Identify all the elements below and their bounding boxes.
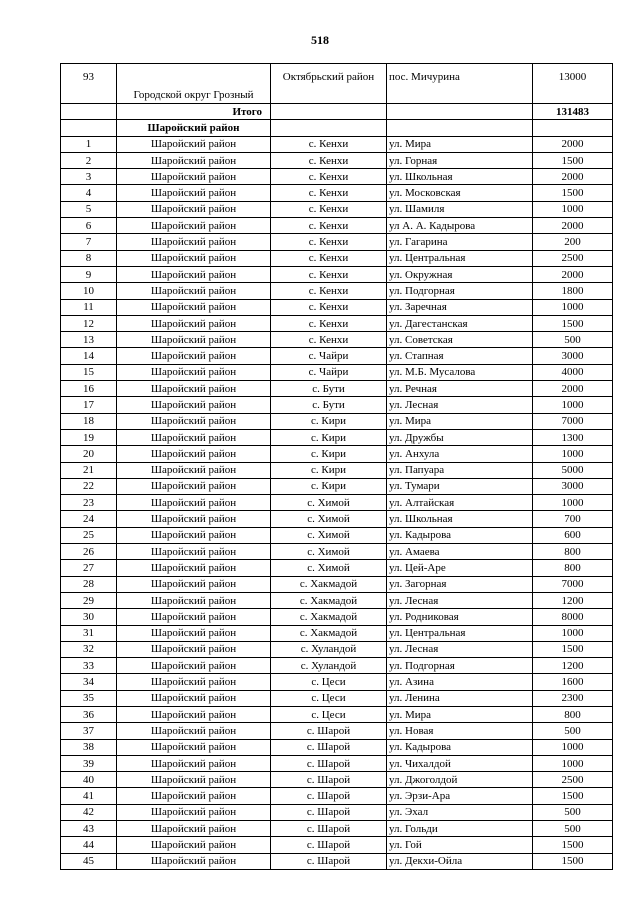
row-number: 15 (61, 364, 117, 380)
district-cell: Шаройский район (117, 462, 271, 478)
street-cell: ул. Подгорная (387, 658, 533, 674)
row-number: 43 (61, 821, 117, 837)
locality-cell: с. Кири (271, 446, 387, 462)
table-row (61, 706, 613, 722)
district-cell: Шаройский район (117, 348, 271, 364)
table-row (61, 136, 613, 152)
table-row (61, 462, 613, 478)
table-row (61, 218, 613, 234)
value-cell: 500 (533, 821, 613, 837)
street-cell: ул. Алтайская (387, 495, 533, 511)
district-cell: Шаройский район (117, 429, 271, 445)
locality-cell: с. Кири (271, 478, 387, 494)
district-cell: Шаройский район (117, 299, 271, 315)
row-number: 32 (61, 641, 117, 657)
row-number: 6 (61, 218, 117, 234)
value-cell: 1300 (533, 429, 613, 445)
value-cell: 500 (533, 723, 613, 739)
district-cell: Шаройский район (117, 755, 271, 771)
table-row (61, 185, 613, 201)
street-cell: ул. Амаева (387, 544, 533, 560)
district-cell: Шаройский район (117, 201, 271, 217)
value-cell: 1000 (533, 755, 613, 771)
value-cell: 1200 (533, 592, 613, 608)
street-cell: ул. Папуара (387, 462, 533, 478)
street-cell: ул. Шамиля (387, 201, 533, 217)
row-number: 20 (61, 446, 117, 462)
street-cell: ул. Азина (387, 674, 533, 690)
table-row (61, 592, 613, 608)
value-cell: 2000 (533, 136, 613, 152)
locality-cell: с. Кенхи (271, 299, 387, 315)
district-cell: Шаройский район (117, 706, 271, 722)
street-cell: ул. Центральная (387, 250, 533, 266)
street-cell: ул. Цей-Аре (387, 560, 533, 576)
value-cell: 1000 (533, 625, 613, 641)
district-cell: Шаройский район (117, 804, 271, 820)
table-row (61, 674, 613, 690)
row-number: 8 (61, 250, 117, 266)
street-cell: ул. Центральная (387, 625, 533, 641)
table-row (61, 299, 613, 315)
row-number: 18 (61, 413, 117, 429)
street-cell: ул. Ленина (387, 690, 533, 706)
table-row (61, 381, 613, 397)
street-cell: ул. Окружная (387, 266, 533, 282)
street-cell: ул. Лесная (387, 397, 533, 413)
district-cell: Шаройский район (117, 723, 271, 739)
street-cell: ул. Эрзи-Ара (387, 788, 533, 804)
row-number: 10 (61, 283, 117, 299)
value-cell: 1500 (533, 788, 613, 804)
locality-cell: с. Химой (271, 495, 387, 511)
district-cell: Шаройский район (117, 495, 271, 511)
district-cell: Шаройский район (117, 821, 271, 837)
row-number: 37 (61, 723, 117, 739)
total-label: Итого (117, 104, 271, 120)
value-cell: 1200 (533, 658, 613, 674)
row-number: 30 (61, 609, 117, 625)
street-cell: ул. Мира (387, 413, 533, 429)
table-row (61, 201, 613, 217)
locality-cell: с. Кири (271, 462, 387, 478)
district-cell: Шаройский район (117, 397, 271, 413)
locality-cell: с. Хакмадой (271, 576, 387, 592)
value-cell: 2000 (533, 381, 613, 397)
locality-cell: с. Кенхи (271, 201, 387, 217)
row-number: 1 (61, 136, 117, 152)
district-cell: Шаройский район (117, 625, 271, 641)
table-row (61, 495, 613, 511)
value-cell: 800 (533, 706, 613, 722)
locality-cell: с. Кенхи (271, 185, 387, 201)
street-cell: ул. Мира (387, 136, 533, 152)
value-cell: 2500 (533, 772, 613, 788)
locality-cell: с. Цеси (271, 690, 387, 706)
locality-cell: с. Кенхи (271, 169, 387, 185)
district-cell: Шаройский район (117, 266, 271, 282)
table-row-grozny (61, 64, 613, 104)
table-row (61, 348, 613, 364)
row-number: 36 (61, 706, 117, 722)
value-cell: 800 (533, 544, 613, 560)
row-number: 22 (61, 478, 117, 494)
value-cell: 1000 (533, 201, 613, 217)
locality-cell: с. Кенхи (271, 234, 387, 250)
row-number: 44 (61, 837, 117, 853)
table-row (61, 560, 613, 576)
street-cell: ул. Лесная (387, 592, 533, 608)
table-row (61, 364, 613, 380)
row-number: 14 (61, 348, 117, 364)
value-cell: 1000 (533, 397, 613, 413)
table-row (61, 511, 613, 527)
street-cell: ул. Кадырова (387, 527, 533, 543)
table-row (61, 250, 613, 266)
district-cell: Шаройский район (117, 674, 271, 690)
locality-cell: с. Чайри (271, 364, 387, 380)
street-cell: ул. Джоголдой (387, 772, 533, 788)
row-number: 11 (61, 299, 117, 315)
street-cell: ул. Декхи-Ойла (387, 853, 533, 869)
row-number: 4 (61, 185, 117, 201)
street-cell: ул. Кадырова (387, 739, 533, 755)
district-cell: Шаройский район (117, 381, 271, 397)
row-number: 45 (61, 853, 117, 869)
table-row (61, 837, 613, 853)
district-cell: Шаройский район (117, 413, 271, 429)
row-number: 28 (61, 576, 117, 592)
locality-cell: с. Чайри (271, 348, 387, 364)
locality-cell: с. Кенхи (271, 136, 387, 152)
locality-cell: с. Кенхи (271, 283, 387, 299)
locality-cell: с. Цеси (271, 674, 387, 690)
row-number: 5 (61, 201, 117, 217)
table-row (61, 544, 613, 560)
district-cell: Шаройский район (117, 283, 271, 299)
locality-cell: с. Кенхи (271, 218, 387, 234)
locality-cell: с. Шарой (271, 853, 387, 869)
street-cell: пос. Мичурина (387, 64, 533, 104)
row-number: 29 (61, 592, 117, 608)
district-cell: Шаройский район (117, 544, 271, 560)
district-cell: Шаройский район (117, 576, 271, 592)
table-row (61, 283, 613, 299)
district-cell: Городской округ Грозный (117, 64, 271, 104)
row-number: 35 (61, 690, 117, 706)
table-row (61, 413, 613, 429)
table-row (61, 397, 613, 413)
value-cell: 5000 (533, 462, 613, 478)
value-cell: 600 (533, 527, 613, 543)
street-cell: ул А. А. Кадырова (387, 218, 533, 234)
value-cell: 13000 (533, 64, 613, 104)
value-cell: 1000 (533, 446, 613, 462)
row-number: 16 (61, 381, 117, 397)
district-cell: Шаройский район (117, 527, 271, 543)
locality-cell: с. Шарой (271, 821, 387, 837)
locality-cell: с. Хакмадой (271, 625, 387, 641)
table-row (61, 739, 613, 755)
value-cell: 1500 (533, 152, 613, 168)
district-cell: Шаройский район (117, 169, 271, 185)
table-row (61, 446, 613, 462)
value-cell: 2300 (533, 690, 613, 706)
table-row (61, 152, 613, 168)
value-cell: 2000 (533, 169, 613, 185)
district-cell: Шаройский район (117, 478, 271, 494)
district-cell: Шаройский район (117, 234, 271, 250)
table-row (61, 478, 613, 494)
locality-cell: с. Хуландой (271, 658, 387, 674)
street-cell: ул. Родниковая (387, 609, 533, 625)
district-cell: Шаройский район (117, 788, 271, 804)
locality-cell: с. Химой (271, 527, 387, 543)
row-number: 33 (61, 658, 117, 674)
street-cell: ул. Школьная (387, 511, 533, 527)
district-cell: Шаройский район (117, 332, 271, 348)
locality-cell: с. Кенхи (271, 250, 387, 266)
street-cell: ул. Заречная (387, 299, 533, 315)
value-cell: 1500 (533, 837, 613, 853)
table-row (61, 315, 613, 331)
section-header-row (61, 120, 613, 136)
row-number: 23 (61, 495, 117, 511)
locality-cell: с. Шарой (271, 739, 387, 755)
row-number: 31 (61, 625, 117, 641)
value-cell: 3000 (533, 348, 613, 364)
street-cell: ул. Мира (387, 706, 533, 722)
row-number: 17 (61, 397, 117, 413)
street-cell: ул. Гагарина (387, 234, 533, 250)
page-number: 518 (311, 33, 329, 47)
row-number: 34 (61, 674, 117, 690)
table-row (61, 788, 613, 804)
table-row (61, 821, 613, 837)
table-row (61, 658, 613, 674)
row-number: 12 (61, 315, 117, 331)
row-number: 26 (61, 544, 117, 560)
table-row (61, 755, 613, 771)
table-row (61, 429, 613, 445)
street-cell: ул. Загорная (387, 576, 533, 592)
district-cell: Шаройский район (117, 511, 271, 527)
street-cell: ул. Чихалдой (387, 755, 533, 771)
locality-cell: с. Кири (271, 429, 387, 445)
streets-table (60, 63, 613, 870)
district-cell: Шаройский район (117, 185, 271, 201)
row-number: 40 (61, 772, 117, 788)
table-row (61, 772, 613, 788)
street-cell: ул. Московская (387, 185, 533, 201)
value-cell: 500 (533, 804, 613, 820)
district-cell: Шаройский район (117, 364, 271, 380)
locality-cell: с. Кенхи (271, 332, 387, 348)
value-cell: 4000 (533, 364, 613, 380)
locality-cell: с. Химой (271, 560, 387, 576)
street-cell: ул. Стапная (387, 348, 533, 364)
row-number: 3 (61, 169, 117, 185)
district-cell: Шаройский район (117, 250, 271, 266)
street-cell: ул. Гольди (387, 821, 533, 837)
value-cell: 1500 (533, 315, 613, 331)
locality-cell: с. Хакмадой (271, 609, 387, 625)
value-cell: 8000 (533, 609, 613, 625)
value-cell: 1000 (533, 739, 613, 755)
district-cell: Шаройский район (117, 658, 271, 674)
locality-cell: с. Кенхи (271, 266, 387, 282)
district-cell: Шаройский район (117, 853, 271, 869)
district-cell: Шаройский район (117, 739, 271, 755)
total-value: 131483 (533, 104, 613, 120)
locality-cell: Октябрьский район (271, 64, 387, 104)
locality-cell: с. Бути (271, 397, 387, 413)
district-cell: Шаройский район (117, 218, 271, 234)
district-cell: Шаройский район (117, 560, 271, 576)
locality-cell: с. Кенхи (271, 315, 387, 331)
row-number: 38 (61, 739, 117, 755)
value-cell: 7000 (533, 413, 613, 429)
table-row (61, 576, 613, 592)
district-cell: Шаройский район (117, 609, 271, 625)
value-cell: 1500 (533, 641, 613, 657)
street-cell: ул. Дружбы (387, 429, 533, 445)
row-number: 9 (61, 266, 117, 282)
street-cell: ул. Анхула (387, 446, 533, 462)
row-number: 41 (61, 788, 117, 804)
locality-cell: с. Кенхи (271, 152, 387, 168)
row-number: 21 (61, 462, 117, 478)
value-cell: 1600 (533, 674, 613, 690)
street-cell: ул. Школьная (387, 169, 533, 185)
row-number: 24 (61, 511, 117, 527)
district-cell: Шаройский район (117, 152, 271, 168)
value-cell: 1500 (533, 185, 613, 201)
street-cell: ул. Эхал (387, 804, 533, 820)
value-cell: 700 (533, 511, 613, 527)
street-cell: ул. Дагестанская (387, 315, 533, 331)
row-number: 13 (61, 332, 117, 348)
district-cell: Шаройский район (117, 136, 271, 152)
value-cell: 1000 (533, 299, 613, 315)
row-number: 7 (61, 234, 117, 250)
row-number: 93 (61, 64, 117, 104)
value-cell: 7000 (533, 576, 613, 592)
value-cell: 1500 (533, 853, 613, 869)
locality-cell: с. Химой (271, 511, 387, 527)
locality-cell: с. Шарой (271, 772, 387, 788)
table-row (61, 804, 613, 820)
table-row (61, 234, 613, 250)
total-row (61, 104, 613, 120)
table-row (61, 332, 613, 348)
value-cell: 1800 (533, 283, 613, 299)
table-row (61, 527, 613, 543)
street-cell: ул. Новая (387, 723, 533, 739)
value-cell: 1000 (533, 495, 613, 511)
district-cell: Шаройский район (117, 837, 271, 853)
district-cell: Шаройский район (117, 592, 271, 608)
locality-cell: с. Химой (271, 544, 387, 560)
value-cell: 500 (533, 332, 613, 348)
locality-cell: с. Шарой (271, 755, 387, 771)
value-cell: 2500 (533, 250, 613, 266)
street-cell: ул. Лесная (387, 641, 533, 657)
locality-cell: с. Шарой (271, 723, 387, 739)
row-number: 39 (61, 755, 117, 771)
locality-cell: с. Цеси (271, 706, 387, 722)
locality-cell: с. Хуландой (271, 641, 387, 657)
value-cell: 3000 (533, 478, 613, 494)
row-number: 2 (61, 152, 117, 168)
locality-cell: с. Хакмадой (271, 592, 387, 608)
street-cell: ул. М.Б. Мусалова (387, 364, 533, 380)
district-cell: Шаройский район (117, 446, 271, 462)
value-cell: 2000 (533, 266, 613, 282)
locality-cell: с. Шарой (271, 788, 387, 804)
table-row (61, 690, 613, 706)
street-cell: ул. Гой (387, 837, 533, 853)
row-number: 19 (61, 429, 117, 445)
locality-cell: с. Шарой (271, 837, 387, 853)
table-row (61, 853, 613, 869)
table-row (61, 609, 613, 625)
district-cell: Шаройский район (117, 772, 271, 788)
value-cell: 200 (533, 234, 613, 250)
table-row (61, 723, 613, 739)
street-cell: ул. Тумари (387, 478, 533, 494)
locality-cell: с. Бути (271, 381, 387, 397)
row-number: 42 (61, 804, 117, 820)
street-cell: ул. Подгорная (387, 283, 533, 299)
street-cell: ул. Горная (387, 152, 533, 168)
row-number: 25 (61, 527, 117, 543)
row-number: 27 (61, 560, 117, 576)
table-row (61, 625, 613, 641)
table-row (61, 641, 613, 657)
district-cell: Шаройский район (117, 315, 271, 331)
table-row (61, 169, 613, 185)
locality-cell: с. Шарой (271, 804, 387, 820)
street-cell: ул. Советская (387, 332, 533, 348)
district-cell: Шаройский район (117, 641, 271, 657)
section-title: Шаройский район (117, 120, 271, 136)
table-row (61, 266, 613, 282)
value-cell: 2000 (533, 218, 613, 234)
street-cell: ул. Речная (387, 381, 533, 397)
value-cell: 800 (533, 560, 613, 576)
locality-cell: с. Кири (271, 413, 387, 429)
district-cell: Шаройский район (117, 690, 271, 706)
